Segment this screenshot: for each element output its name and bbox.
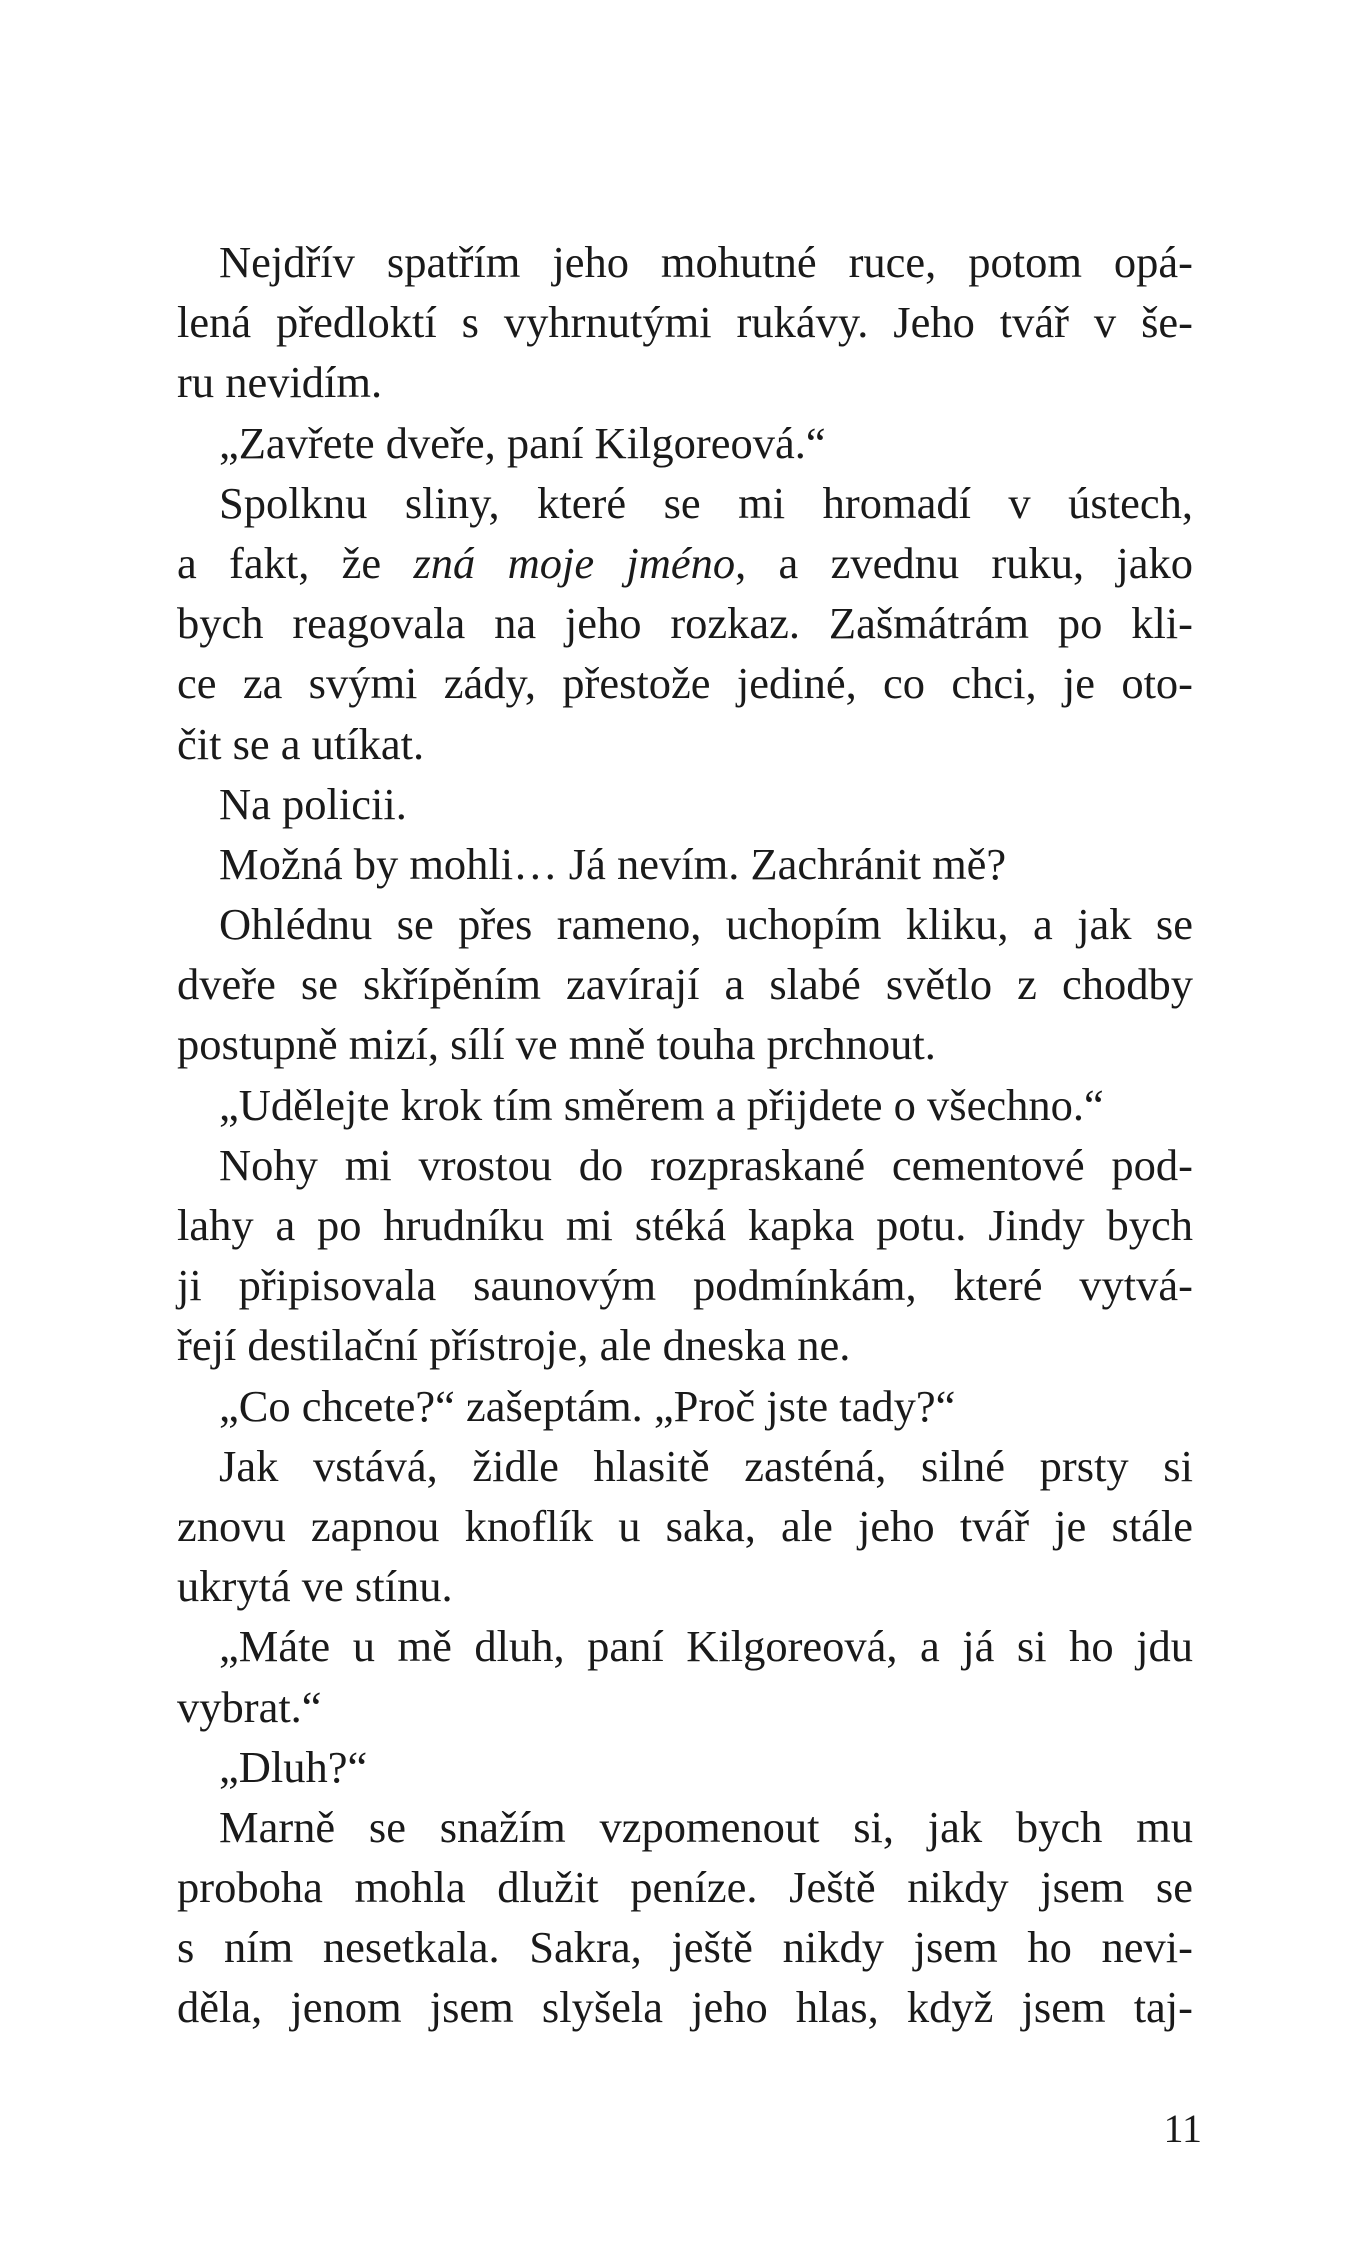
text-run: ji připisovala saunovým podmínkám, které vytvá-: [177, 1260, 1193, 1311]
text-run: ru nevidím.: [177, 357, 383, 408]
text-line: [177, 473, 1193, 533]
text-run: , a zvednu ruku, jako: [735, 537, 1193, 588]
text-line: [177, 413, 1193, 473]
text-run: Marně se snažím vzpomenout si, jak bych mu: [219, 1801, 1193, 1852]
text-line: [177, 1315, 1193, 1375]
text-run: ce za svými zády, přestože jediné, co chci, je oto-: [177, 658, 1193, 709]
text-line: [177, 774, 1193, 834]
text-line: [177, 1616, 1193, 1676]
text-line: [177, 1556, 1193, 1616]
text-run: čit se a utíkat.: [177, 718, 425, 769]
text-line: [177, 1677, 1193, 1737]
text-line: [177, 593, 1193, 653]
text-line: [177, 714, 1193, 774]
text-line: [177, 1436, 1193, 1496]
text-line: [177, 954, 1193, 1014]
text-run: Ohlédnu se přes rameno, uchopím kliku, a jak se: [219, 899, 1193, 950]
text-run: proboha mohla dlužit peníze. Ještě nikdy jsem se: [177, 1862, 1193, 1913]
text-line: [177, 1917, 1193, 1977]
text-line: [177, 1075, 1193, 1135]
text-line: [177, 232, 1193, 292]
text-run: „Udělejte krok tím směrem a přijdete o všechno.“: [219, 1079, 1104, 1130]
text-line: [177, 1496, 1193, 1556]
text-run: a fakt, že: [177, 537, 414, 588]
text-line: [177, 1135, 1193, 1195]
text-run: „Co chcete?“ zašeptám. „Proč jste tady?“: [219, 1380, 956, 1431]
text-line: [177, 1737, 1193, 1797]
page-number: 11: [1163, 2106, 1202, 2151]
text-run: „Máte u mě dluh, paní Kilgoreová, a já si ho jdu: [219, 1621, 1193, 1672]
text-run: dveře se skřípěním zavírají a slabé světlo z chodby: [177, 959, 1193, 1010]
text-line: [177, 1797, 1193, 1857]
text-line: [177, 1977, 1193, 2037]
text-run: Nohy mi vrostou do rozpraskané cementové pod-: [219, 1139, 1193, 1190]
text-line: [177, 533, 1193, 593]
italic-phrase: zná moje jméno: [413, 537, 736, 588]
text-run: s ním nesetkala. Sakra, ještě nikdy jsem ho nevi-: [177, 1922, 1193, 1973]
text-line: [177, 1376, 1193, 1436]
text-run: lahy a po hrudníku mi stéká kapka potu. Jindy bych: [177, 1200, 1193, 1250]
text-line: [177, 352, 1193, 412]
text-run: „Dluh?“: [219, 1741, 368, 1792]
text-line: [177, 894, 1193, 954]
text-line: [177, 834, 1193, 894]
text-line: [177, 1857, 1193, 1917]
text-line: [177, 1195, 1193, 1255]
text-run: vybrat.“: [177, 1681, 322, 1732]
text-run: bych reagovala na jeho rozkaz. Zašmátrám po kli-: [177, 598, 1193, 649]
text-run: Spolknu sliny, které se mi hromadí v ústech,: [219, 477, 1193, 528]
text-run: Na policii.: [219, 778, 407, 829]
text-run: děla, jenom jsem slyšela jeho hlas, když jsem taj-: [177, 1982, 1193, 2033]
text-run: ukrytá ve stínu.: [177, 1561, 453, 1612]
text-run: „Zavřete dveře, paní Kilgoreová.“: [219, 417, 826, 468]
text-run: řejí destilační přístroje, ale dneska ne.: [177, 1320, 851, 1371]
text-line: [177, 1014, 1193, 1074]
text-run: lená předloktí s vyhrnutými rukávy. Jeho tvář v še-: [177, 297, 1193, 348]
text-run: Možná by mohli… Já nevím. Zachránit mě?: [219, 838, 1007, 889]
body-text: [177, 232, 1193, 2038]
text-line: [177, 653, 1193, 713]
text-run: znovu zapnou knoflík u saka, ale jeho tvář je stále: [177, 1500, 1193, 1551]
text-line: [177, 292, 1193, 352]
text-run: postupně mizí, sílí ve mně touha prchnout.: [177, 1019, 936, 1070]
text-run: Nejdřív spatřím jeho mohutné ruce, potom opá-: [219, 237, 1193, 287]
text-line: [177, 1255, 1193, 1315]
text-run: Jak vstává, židle hlasitě zasténá, silné prsty si: [219, 1440, 1193, 1491]
